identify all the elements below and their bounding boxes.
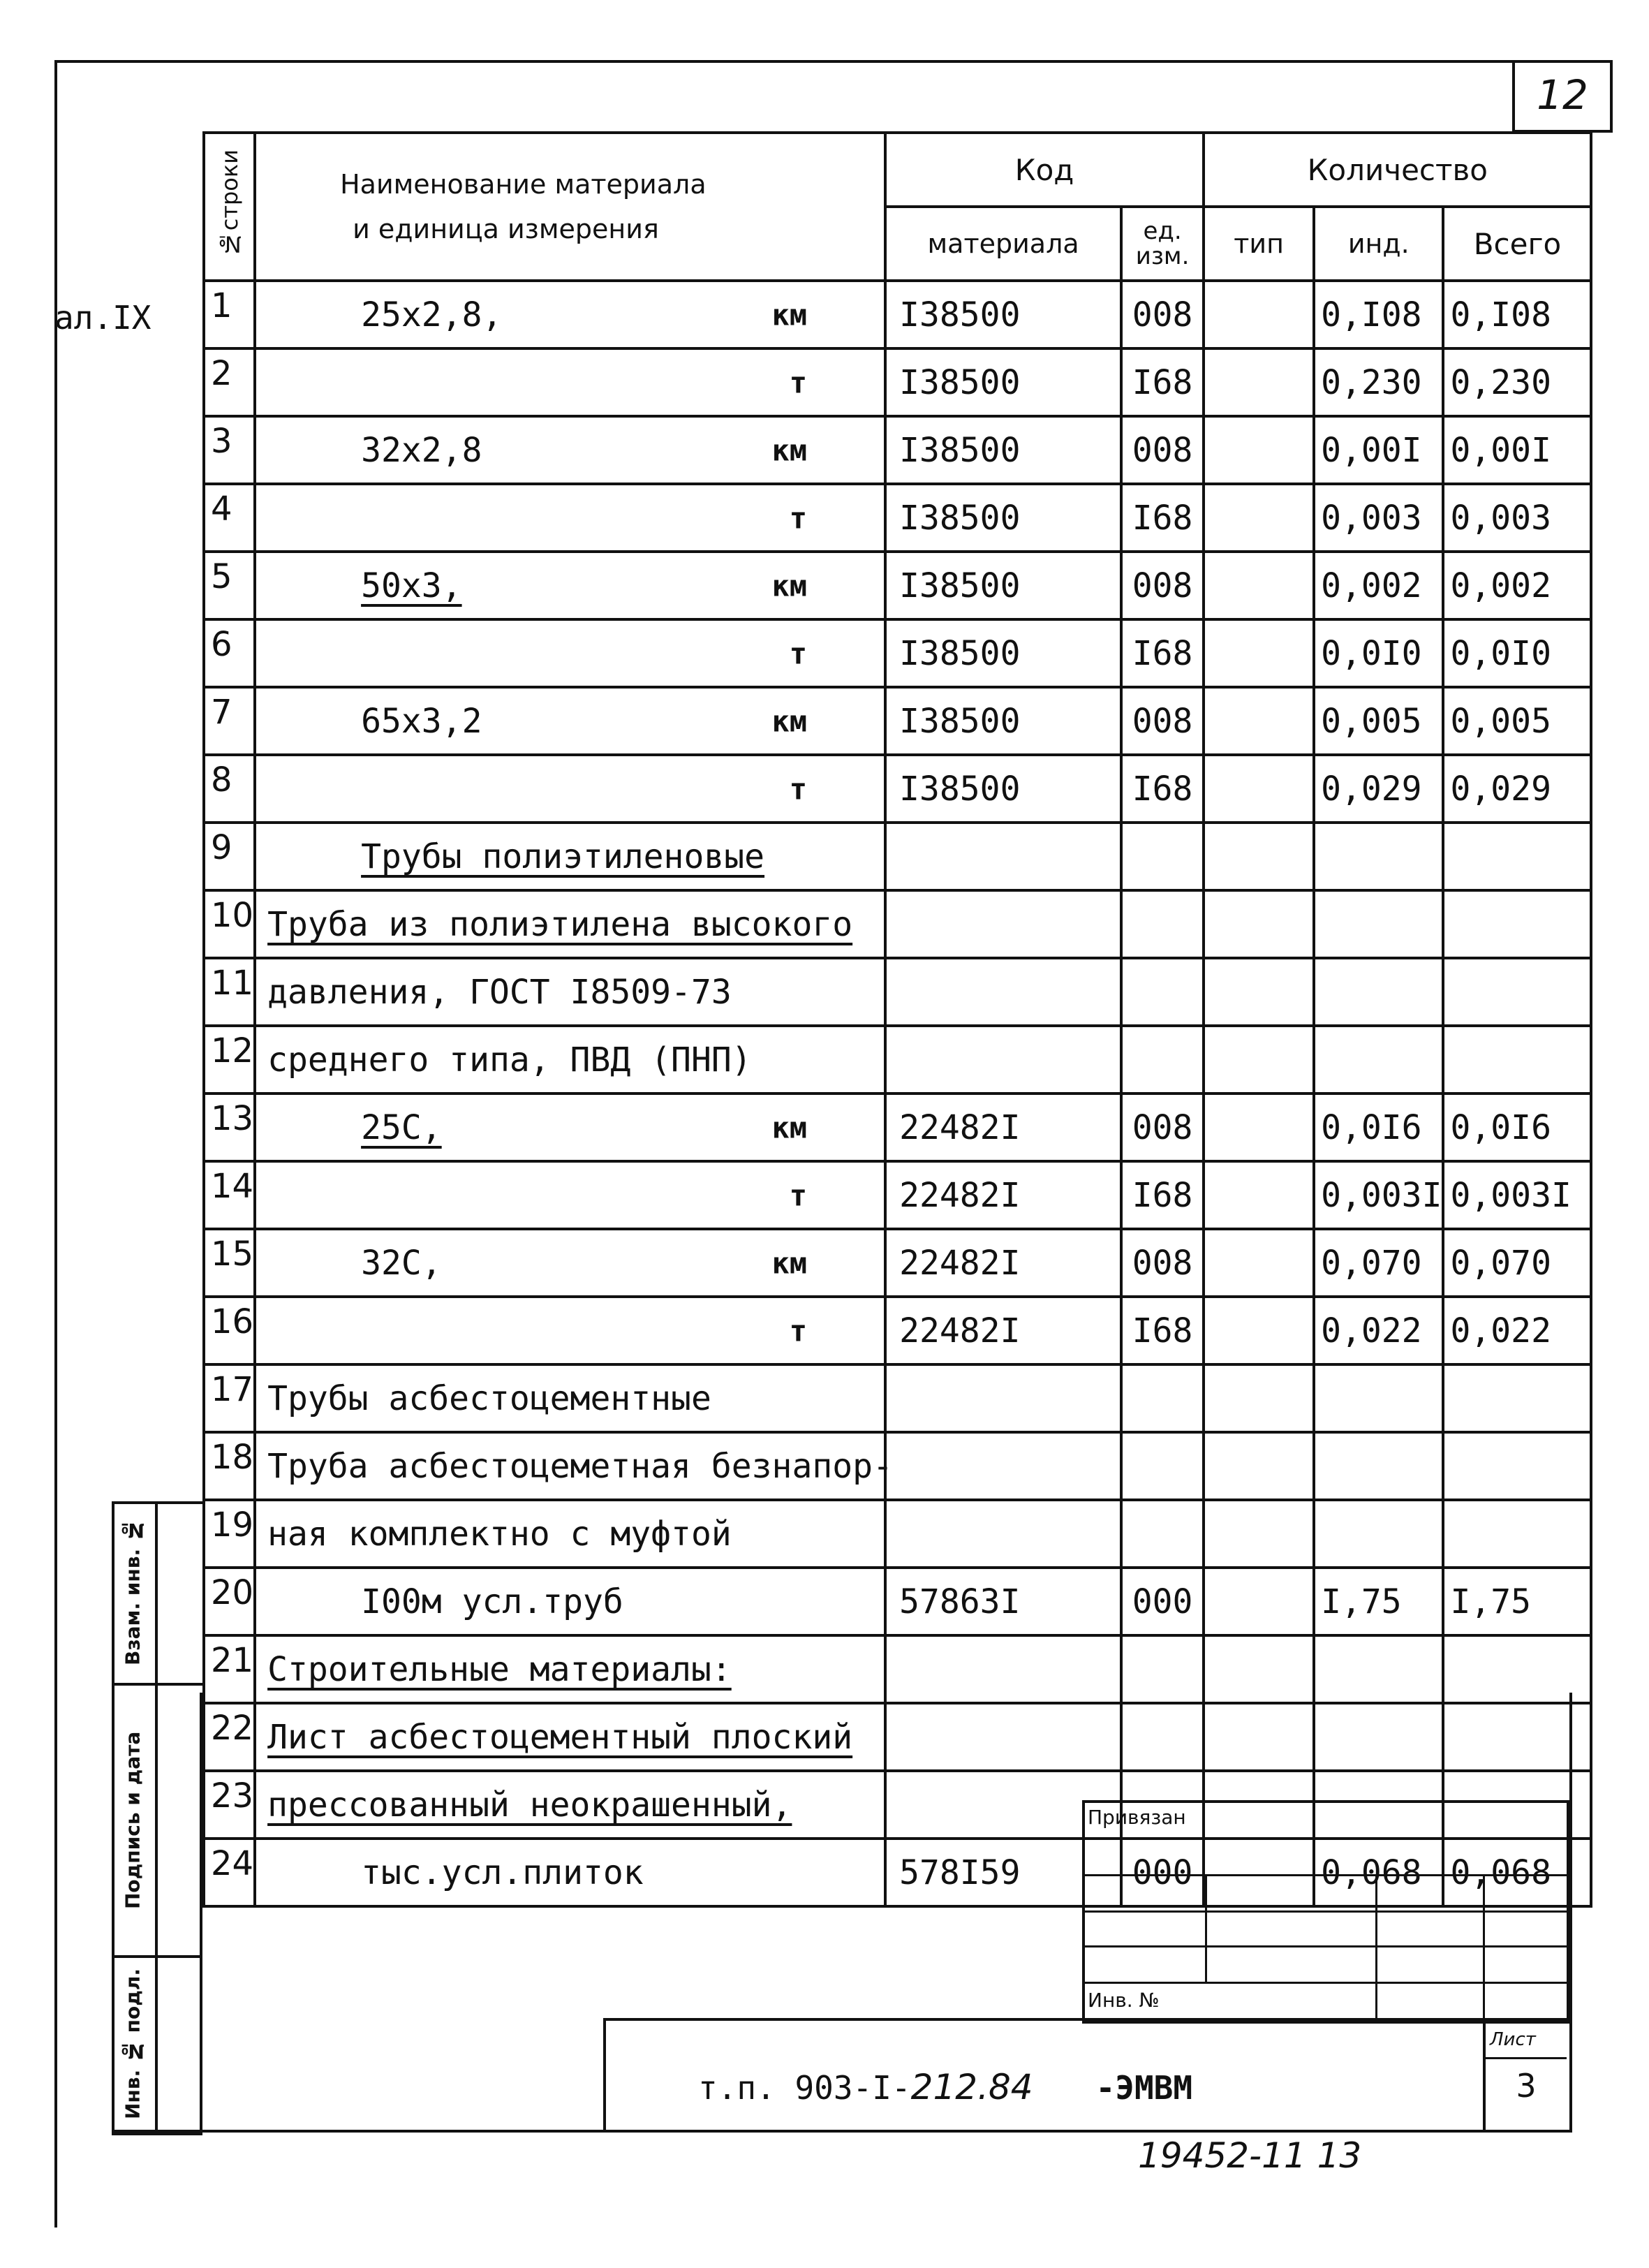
qty-ind: 0,0I0	[1314, 619, 1443, 687]
table-row	[204, 1094, 1591, 1161]
unit-code	[1121, 1364, 1204, 1432]
unit-code: 008	[1121, 1229, 1204, 1297]
qty-type	[1204, 619, 1314, 687]
qty-type	[1204, 755, 1314, 823]
material-code	[885, 958, 1121, 1026]
table-row	[204, 1500, 1591, 1568]
privyazan-line-2	[1082, 1910, 1567, 1913]
row-number: 12	[204, 1026, 255, 1094]
material-name-cell	[255, 619, 885, 687]
material-name-cell	[255, 1364, 885, 1432]
qty-total: I,75	[1443, 1568, 1591, 1635]
material-name-cell	[255, 348, 885, 416]
inv-no-label: Инв. №	[1088, 1989, 1160, 2012]
qty-total	[1443, 958, 1591, 1026]
privyazan-vline-2	[1375, 1874, 1377, 2018]
row-number: 7	[204, 687, 255, 755]
qty-ind	[1314, 823, 1443, 890]
table-row	[204, 416, 1591, 484]
material-name-cell	[255, 755, 885, 823]
qty-total: 0,029	[1443, 755, 1591, 823]
material-code: I38500	[885, 281, 1121, 348]
material-name: 32x2,8	[361, 430, 482, 470]
unit-code	[1121, 1026, 1204, 1094]
table-row	[204, 281, 1591, 348]
material-name: тыс.усл.плиток	[361, 1853, 644, 1892]
table-row	[204, 1364, 1591, 1432]
material-code: 57863I	[885, 1568, 1121, 1635]
table-row	[204, 1432, 1591, 1500]
spec-table	[202, 131, 1592, 1908]
qty-total	[1443, 1026, 1591, 1094]
unit-code: 000	[1121, 1568, 1204, 1635]
table-row	[204, 687, 1591, 755]
qty-ind	[1314, 890, 1443, 958]
material-unit: т	[789, 365, 808, 399]
table-row	[204, 958, 1591, 1026]
document-code-suffix: -ЭМВМ	[1095, 2069, 1193, 2107]
handwritten-page-number: 12	[1512, 60, 1613, 133]
row-number: 13	[204, 1094, 255, 1161]
qty-type	[1204, 416, 1314, 484]
material-name-cell	[255, 1026, 885, 1094]
row-number: 10	[204, 890, 255, 958]
material-name: 65x3,2	[361, 701, 482, 741]
material-name-cell	[255, 958, 885, 1026]
qty-total	[1443, 890, 1591, 958]
material-name: Трубы полиэтиленовые	[361, 837, 765, 876]
material-code	[885, 1432, 1121, 1500]
material-unit: т	[789, 772, 808, 806]
material-code: 22482I	[885, 1094, 1121, 1161]
qty-total	[1443, 1364, 1591, 1432]
row-number: 1	[204, 281, 255, 348]
qty-total: 0,003	[1443, 484, 1591, 552]
qty-ind: 0,0I6	[1314, 1094, 1443, 1161]
qty-total	[1443, 823, 1591, 890]
row-number: 11	[204, 958, 255, 1026]
table-row	[204, 1026, 1591, 1094]
unit-code: I68	[1121, 1297, 1204, 1364]
material-name: I00м усл.труб	[361, 1582, 623, 1621]
row-number: 9	[204, 823, 255, 890]
qty-type	[1204, 1094, 1314, 1161]
unit-code: 008	[1121, 281, 1204, 348]
material-name-cell	[255, 1500, 885, 1568]
material-code: I38500	[885, 552, 1121, 619]
row-number: 6	[204, 619, 255, 687]
material-name: 50x3,	[361, 566, 462, 605]
row-number: 15	[204, 1229, 255, 1297]
material-name-cell	[255, 1229, 885, 1297]
material-name-cell	[255, 1094, 885, 1161]
material-name: давления, ГОСТ I8509-73	[267, 972, 732, 1012]
label-vzam-inv: Взам. инв. №	[121, 1519, 145, 1665]
material-name-cell	[255, 281, 885, 348]
row-number: 22	[204, 1703, 255, 1771]
qty-type	[1204, 1432, 1314, 1500]
material-name-cell	[255, 1297, 885, 1364]
material-name-cell	[255, 890, 885, 958]
table-row	[204, 1161, 1591, 1229]
row-number: 18	[204, 1432, 255, 1500]
row-number: 14	[204, 1161, 255, 1229]
qty-type	[1204, 1229, 1314, 1297]
unit-code	[1121, 890, 1204, 958]
unit-code: I68	[1121, 755, 1204, 823]
header-qty-ind: инд.	[1314, 207, 1443, 281]
privyazan-label: Привязан	[1088, 1806, 1186, 1829]
material-unit: км	[771, 297, 808, 332]
privyazan-line-3	[1082, 1945, 1567, 1947]
material-unit: км	[771, 433, 808, 467]
privyazan-line-1	[1082, 1874, 1567, 1876]
unit-code	[1121, 1500, 1204, 1568]
table-row	[204, 755, 1591, 823]
spec-body	[204, 281, 1591, 1906]
qty-type	[1204, 1297, 1314, 1364]
material-code: I38500	[885, 687, 1121, 755]
material-name-cell	[255, 823, 885, 890]
qty-ind	[1314, 1364, 1443, 1432]
qty-total: 0,0I0	[1443, 619, 1591, 687]
material-name: 32С,	[361, 1243, 442, 1283]
table-row	[204, 823, 1591, 890]
material-unit: км	[771, 1246, 808, 1280]
material-code: 22482I	[885, 1161, 1121, 1229]
document-code-prefix: т.п. 903-I-	[698, 2069, 911, 2107]
qty-type	[1204, 823, 1314, 890]
unit-code: I68	[1121, 348, 1204, 416]
table-row	[204, 484, 1591, 552]
document-code-handwritten: 212.84	[910, 2067, 1033, 2107]
material-code: 22482I	[885, 1297, 1121, 1364]
material-name: Лист асбестоцементный плоский	[267, 1717, 853, 1757]
table-row	[204, 1568, 1591, 1635]
material-name: 25С,	[361, 1107, 442, 1147]
material-name: среднего типа, ПВД (ПНП)	[267, 1040, 752, 1080]
material-code	[885, 1364, 1121, 1432]
qty-type	[1204, 552, 1314, 619]
material-name: Труба из полиэтилена высокого	[267, 904, 853, 944]
qty-type	[1204, 348, 1314, 416]
qty-type	[1204, 1364, 1314, 1432]
side-label: ал.IX	[54, 299, 151, 337]
footer-handwritten-number: 19452-11 13	[1138, 2135, 1362, 2176]
material-name-cell	[255, 687, 885, 755]
material-unit: т	[789, 1178, 808, 1212]
row-number: 24	[204, 1839, 255, 1906]
privyazan-line-4	[1082, 1982, 1567, 1984]
unit-code: I68	[1121, 1161, 1204, 1229]
material-code	[885, 1026, 1121, 1094]
qty-total: 0,0I6	[1443, 1094, 1591, 1161]
material-name-cell	[255, 1161, 885, 1229]
row-number: 16	[204, 1297, 255, 1364]
document-code	[698, 2067, 1192, 2107]
unit-code: 008	[1121, 416, 1204, 484]
unit-code	[1121, 958, 1204, 1026]
row-number: 21	[204, 1635, 255, 1703]
material-code: 22482I	[885, 1229, 1121, 1297]
row-number: 5	[204, 552, 255, 619]
material-unit: т	[789, 501, 808, 535]
material-name-cell	[255, 484, 885, 552]
qty-ind: 0,022	[1314, 1297, 1443, 1364]
qty-ind: 0,003I	[1314, 1161, 1443, 1229]
table-row	[204, 348, 1591, 416]
qty-type	[1204, 1026, 1314, 1094]
material-code: I38500	[885, 619, 1121, 687]
qty-type	[1204, 281, 1314, 348]
material-name-cell	[255, 416, 885, 484]
list-label: Лист	[1490, 2029, 1536, 2050]
qty-total: 0,022	[1443, 1297, 1591, 1364]
material-unit: км	[771, 568, 808, 603]
header-quantity: Количество	[1204, 133, 1591, 207]
header-code-unit: ед. изм.	[1121, 207, 1204, 281]
list-cell-divider	[1483, 2057, 1567, 2059]
row-number: 3	[204, 416, 255, 484]
row-number: 23	[204, 1771, 255, 1839]
label-podpis-data: Подпись и дата	[121, 1731, 145, 1910]
table-row	[204, 890, 1591, 958]
qty-type	[1204, 484, 1314, 552]
margin-bottom-line	[112, 2130, 202, 2133]
qty-type	[1204, 1161, 1314, 1229]
qty-ind: 0,005	[1314, 687, 1443, 755]
qty-ind	[1314, 1500, 1443, 1568]
privyazan-vline-1	[1205, 1874, 1207, 1983]
table-row	[204, 1229, 1591, 1297]
header-qty-type: тип	[1204, 207, 1314, 281]
material-unit: т	[789, 1313, 808, 1348]
material-name-cell	[255, 1568, 885, 1635]
qty-type	[1204, 890, 1314, 958]
qty-ind	[1314, 958, 1443, 1026]
qty-ind: 0,003	[1314, 484, 1443, 552]
qty-total: 0,00I	[1443, 416, 1591, 484]
qty-ind: 0,I08	[1314, 281, 1443, 348]
material-name: 25x2,8,	[361, 295, 503, 334]
qty-total: 0,002	[1443, 552, 1591, 619]
material-code	[885, 890, 1121, 958]
qty-ind: I,75	[1314, 1568, 1443, 1635]
qty-ind: 0,068	[1314, 1839, 1443, 1906]
qty-total: 0,070	[1443, 1229, 1591, 1297]
qty-total	[1443, 1432, 1591, 1500]
material-name-cell	[255, 1432, 893, 1500]
qty-total: 0,005	[1443, 687, 1591, 755]
unit-code: 000	[1121, 1839, 1204, 1906]
material-code: I38500	[885, 416, 1121, 484]
material-code: 578I59	[885, 1839, 1121, 1906]
row-number: 20	[204, 1568, 255, 1635]
unit-code: 008	[1121, 687, 1204, 755]
row-number: 8	[204, 755, 255, 823]
table-row	[204, 552, 1591, 619]
qty-total: 0,230	[1443, 348, 1591, 416]
qty-type	[1204, 958, 1314, 1026]
qty-total: 0,068	[1443, 1839, 1591, 1906]
material-name: прессованный неокрашенный,	[267, 1785, 792, 1825]
header-name: Наименование материала и единица измерения	[255, 133, 885, 281]
material-unit: т	[789, 636, 808, 670]
row-number: 17	[204, 1364, 255, 1432]
header-row-number: №строки	[204, 133, 255, 281]
material-code: I38500	[885, 755, 1121, 823]
qty-total	[1443, 1500, 1591, 1568]
row-number: 4	[204, 484, 255, 552]
qty-type	[1204, 687, 1314, 755]
qty-ind: 0,00I	[1314, 416, 1443, 484]
table-row	[204, 619, 1591, 687]
material-name: Строительные материалы:	[267, 1649, 732, 1689]
header-qty-total: Всего	[1443, 207, 1591, 281]
header-code-material: материала	[885, 207, 1121, 281]
qty-total: 0,003I	[1443, 1161, 1591, 1229]
unit-code: 008	[1121, 1094, 1204, 1161]
material-name: ная комплектно с муфтой	[267, 1514, 732, 1554]
material-code: I38500	[885, 484, 1121, 552]
material-unit: км	[771, 1110, 808, 1144]
qty-type	[1204, 1568, 1314, 1635]
unit-code: I68	[1121, 619, 1204, 687]
unit-code	[1121, 823, 1204, 890]
material-name-cell	[255, 552, 885, 619]
material-code	[885, 1500, 1121, 1568]
qty-ind: 0,070	[1314, 1229, 1443, 1297]
table-row	[204, 1297, 1591, 1364]
qty-ind: 0,029	[1314, 755, 1443, 823]
unit-code	[1121, 1432, 1204, 1500]
qty-total: 0,I08	[1443, 281, 1591, 348]
qty-ind: 0,002	[1314, 552, 1443, 619]
qty-ind: 0,230	[1314, 348, 1443, 416]
qty-ind	[1314, 1432, 1443, 1500]
unit-code: I68	[1121, 484, 1204, 552]
privyazan-vline-3	[1483, 1874, 1485, 2018]
list-value: 3	[1516, 2067, 1537, 2105]
label-inv-podl: Инв. № подл.	[121, 1968, 145, 2119]
margin-divider-v	[155, 1501, 158, 2133]
material-code	[885, 823, 1121, 890]
header-code: Код	[885, 133, 1204, 207]
qty-type	[1204, 1500, 1314, 1568]
material-name: Труба асбестоцеметная безнапор-	[267, 1446, 893, 1486]
unit-code: 008	[1121, 552, 1204, 619]
material-code: I38500	[885, 348, 1121, 416]
qty-ind	[1314, 1026, 1443, 1094]
row-number: 19	[204, 1500, 255, 1568]
material-name: Трубы асбестоцементные	[267, 1378, 711, 1418]
material-unit: км	[771, 704, 808, 738]
row-number: 2	[204, 348, 255, 416]
